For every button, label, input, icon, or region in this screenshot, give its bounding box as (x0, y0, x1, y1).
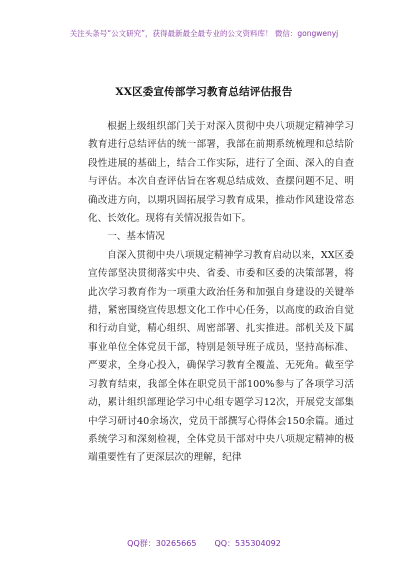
footer-qq-label: QQ： (214, 539, 236, 548)
intro-paragraph: 根据上级组织部门关于对深入贯彻中央八项规定精神学习教育进行总结评估的统一部署，我部在前期系统梳理和总结阶段性进展的基础上，结合工作实际，进行了全面、深入的自查与评估。本次自查评估旨在客观总结成效、查摆问题不足、明确改进方向，以期巩固拓展学习教育成果，推动作风建设常态化、长效化。现将有关情况报告如下。 (88, 121, 354, 225)
footer-contact (0, 538, 408, 549)
section-heading: 一、基本情况 (107, 231, 165, 243)
footer-qq-group-number: 30265665 (155, 539, 197, 548)
header-promo-text: 关注头条号“公文研究”，获得最新最全最专业的公文资料库！ 微信：gongwenyj (69, 29, 339, 38)
footer-qq-group-label: QQ群： (127, 539, 156, 548)
section-paragraph: 自深入贯彻中央八项规定精神学习教育启动以来，XX区委宣传部坚决贯彻落实中央、省委、市委和区委的决策部署，将此次学习教育作为一项重大政治任务和加强自身建设的关键举措，紧密围绕宣传思想文化工作中心任务，以高度的政治自觉和行动自觉，精心组织、周密部署、扎实推进。部机关及下属事业单位全体党员干部，特别是领导班子成员，坚持高标准、严要求，全身心投入，确保学习教育全覆盖、无死角。截至学习教育结束，我部全体在职党员干部100%参与了各项学习活动，累计组织部理论学习中心组专题学习12次，开展党支部集中学习研讨40余场次，党员干部撰写心得体会150余篇。通过系统学习和深刻检视，全体党员干部对中央八项规定精神的极端重要性有了更深层次的理解，纪律 (88, 249, 354, 464)
document-body (88, 118, 354, 468)
document-title: XX区委宣传部学习教育总结评估报告 (115, 86, 293, 98)
footer-qq-number: 535304092 (235, 539, 281, 548)
